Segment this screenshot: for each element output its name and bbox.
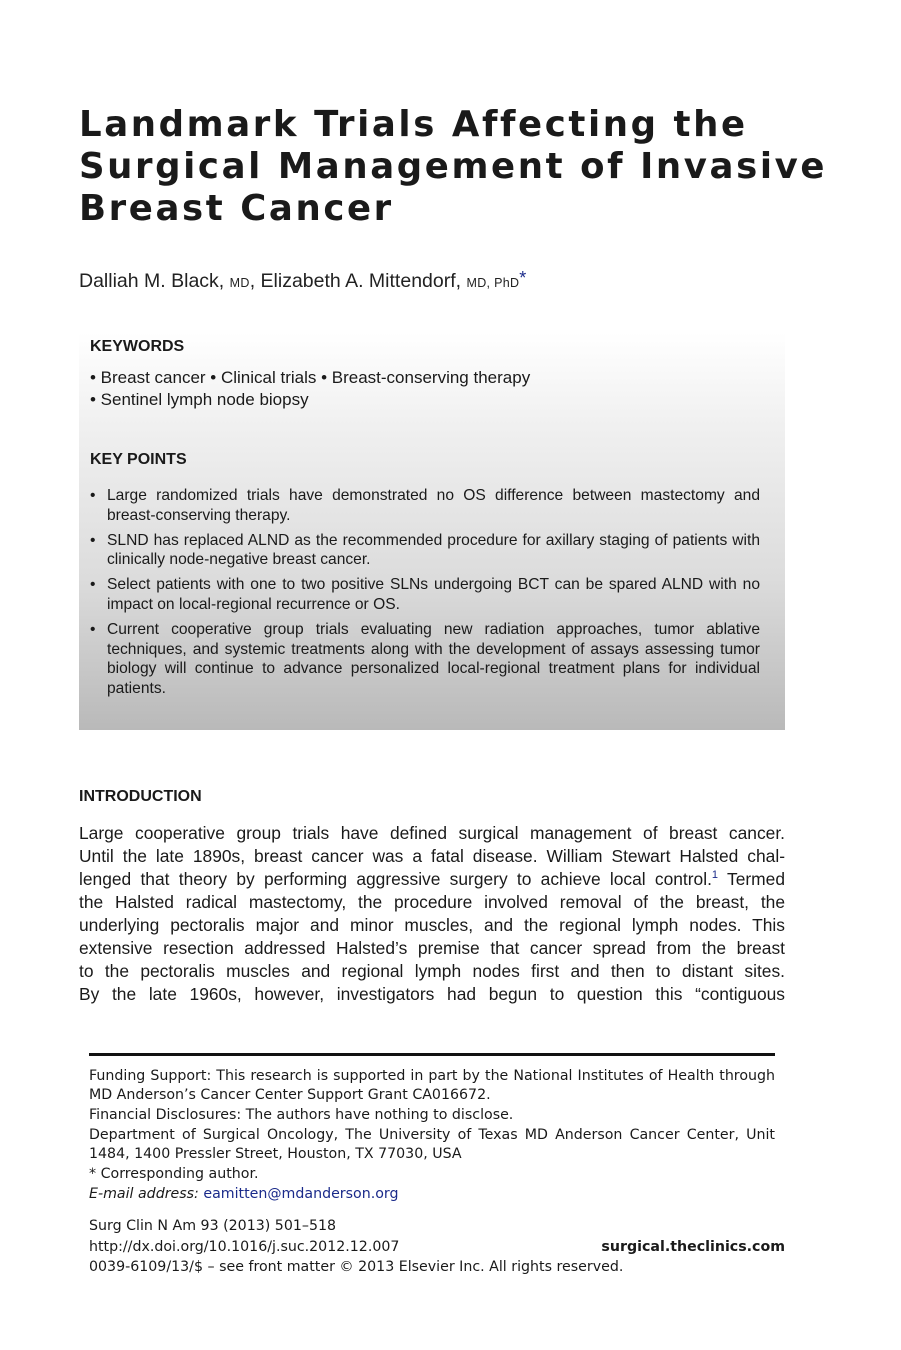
key-point-text: Large randomized trials have demonstrated no OS difference between mastectomy and breast-conserving therapy.	[107, 487, 760, 524]
corresponding-footnote: * Corresponding author.	[89, 1166, 259, 1182]
body-line: the Halsted radical mastectomy, the procedure involved removal of the breast, the	[79, 892, 785, 912]
keywords-line: • Sentinel lymph node biopsy	[90, 390, 309, 409]
key-points-list	[90, 486, 760, 704]
bullet: •	[90, 487, 96, 504]
key-point-text: Select patients with one to two positive SLNs undergoing BCT can be spared ALND with no impact on local-regional recurrence or OS.	[107, 576, 760, 613]
funding-footnote: Funding Support: This research is supported in part by the National Institutes of Health through MD Anderson’s Cancer Center Support Grant CA016672.	[89, 1068, 775, 1104]
author-name: Elizabeth A. Mittendorf,	[260, 270, 462, 292]
body-line	[79, 868, 785, 891]
key-point-item	[90, 575, 760, 614]
body-line: By the late 1960s, however, investigators had begun to question this “contiguous	[79, 984, 785, 1004]
body-line: Large cooperative group trials have defined surgical management of breast cancer.	[79, 823, 785, 843]
key-point-item	[90, 620, 760, 698]
key-point-text: Current cooperative group trials evaluating new radiation approaches, tumor ablative techniques, and systemic treatments along with the development of assays assessing tumor biology will continue to advance personalized local-regional treatment plans for individual patients.	[107, 621, 760, 697]
body-line: underlying pectoralis major and minor muscles, and the regional lymph nodes. This	[79, 915, 785, 935]
disclosure-footnote: Financial Disclosures: The authors have nothing to disclose.	[89, 1107, 514, 1123]
author-degree: MD, PhD	[466, 276, 520, 290]
keywords-keypoints-box	[79, 332, 785, 730]
body-line-text: lenged that theory by performing aggressive surgery to achieve local control.	[79, 869, 712, 889]
journal-citation: Surg Clin N Am 93 (2013) 501–518	[89, 1218, 337, 1234]
copyright-line: 0039-6109/13/$ – see front matter © 2013 Elsevier Inc. All rights reserved.	[89, 1259, 624, 1275]
author-line: Dalliah M. Black, MD, Elizabeth A. Mittendorf, MD, PhD*	[79, 268, 527, 292]
article-title	[79, 104, 839, 230]
affiliation-footnote: Department of Surgical Oncology, The University of Texas MD Anderson Cancer Center, Unit 1484, 1400 Pressler Street, Houston, TX 77030, USA	[89, 1127, 775, 1163]
keywords-line: • Breast cancer • Clinical trials • Breast-conserving therapy	[90, 368, 531, 387]
key-points-heading: KEY POINTS	[90, 451, 187, 468]
introduction-heading: INTRODUCTION	[79, 788, 202, 805]
key-point-item	[90, 531, 760, 570]
key-point-item	[90, 486, 760, 525]
bullet: •	[90, 576, 96, 594]
body-line-text: Termed	[727, 869, 785, 889]
title-line: Breast Cancer	[79, 188, 394, 229]
bullet: •	[90, 621, 96, 639]
journal-site: surgical.theclinics.com	[601, 1239, 785, 1255]
doi-link[interactable]: http://dx.doi.org/10.1016/j.suc.2012.12.007	[89, 1239, 400, 1255]
email-footnote	[89, 1185, 775, 1204]
bullet: •	[90, 531, 96, 549]
key-point-text: SLND has replaced ALND as the recommended procedure for axillary staging of patients with clinically node-negative breast cancer.	[107, 531, 760, 569]
body-line: Until the late 1890s, breast cancer was a fatal disease. William Stewart Halsted chal-	[79, 846, 785, 866]
corresponding-author-link[interactable]: *	[519, 268, 527, 288]
email-label: E-mail address:	[89, 1186, 199, 1202]
title-line: Surgical Management of Invasive	[79, 146, 828, 187]
author-degree: MD	[229, 276, 250, 290]
email-link[interactable]: eamitten@mdanderson.org	[203, 1186, 399, 1202]
body-line: to the pectoralis muscles and regional lymph nodes first and then to distant sites.	[79, 961, 785, 981]
author-name: Dalliah M. Black,	[79, 270, 225, 292]
introduction-paragraph	[79, 822, 785, 1006]
title-line: Landmark Trials Affecting the	[79, 104, 748, 145]
body-line: extensive resection addressed Halsted’s premise that cancer spread from the breast	[79, 938, 785, 958]
footnote-divider	[89, 1053, 775, 1056]
keywords-heading: KEYWORDS	[90, 338, 185, 355]
reference-link[interactable]: 1	[711, 869, 719, 881]
